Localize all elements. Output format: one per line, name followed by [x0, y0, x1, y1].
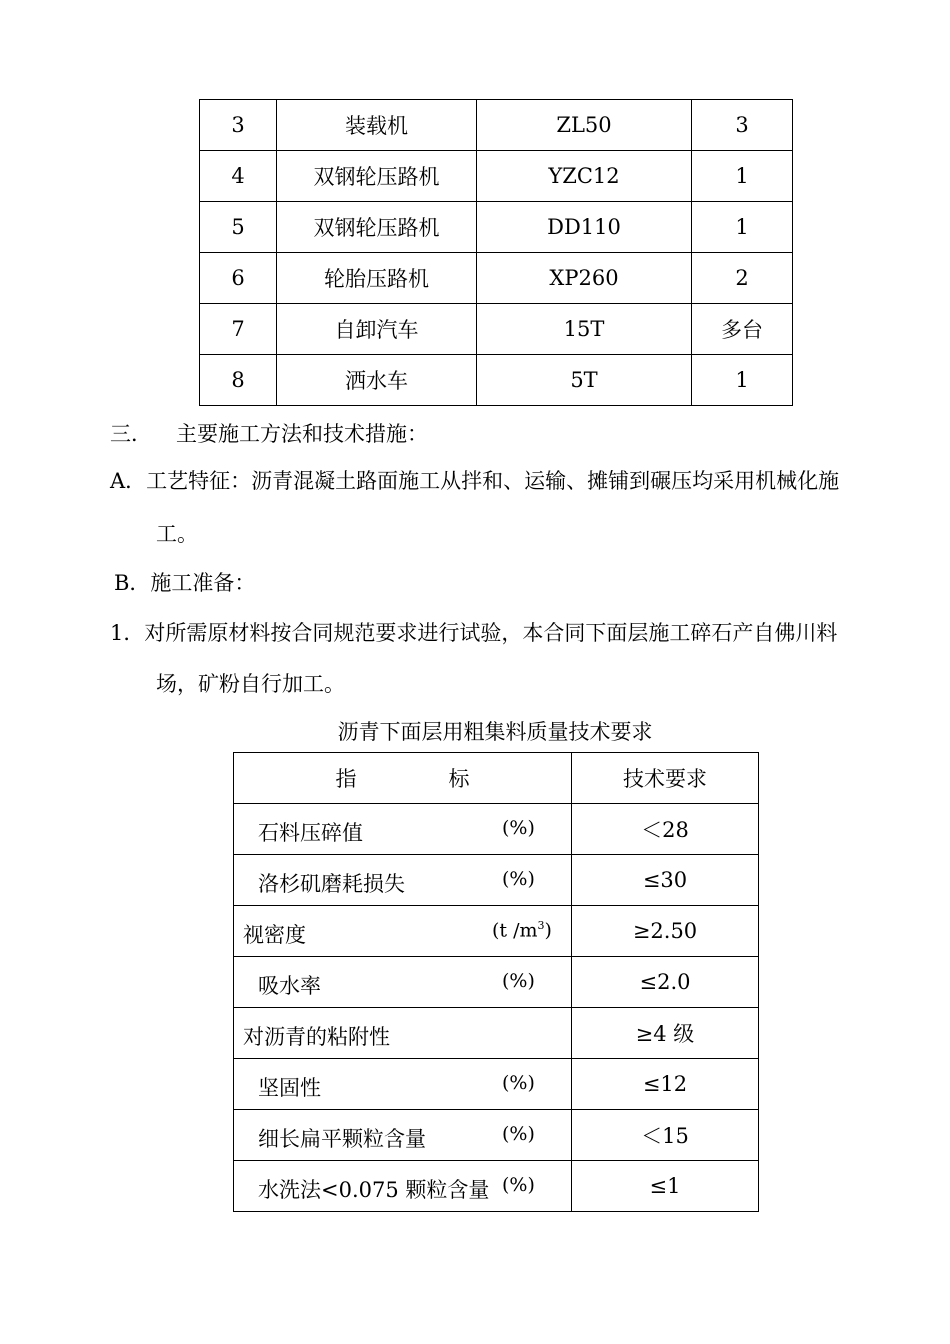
table-row: [200, 304, 793, 355]
requirement-value: ≤12: [572, 1059, 759, 1110]
equip-model: 15T: [477, 304, 692, 355]
indicator-cell: [234, 1110, 572, 1161]
table-row: [234, 1008, 759, 1059]
table-row: [234, 1059, 759, 1110]
indicator-cell: [234, 1161, 572, 1212]
indicator-name: 坚固性: [258, 1076, 321, 1100]
indicator-name: 石料压碎值: [258, 821, 363, 845]
requirement-value: ＜15: [572, 1110, 759, 1161]
section-number: 三．: [110, 422, 152, 446]
requirement-value: ＜28: [572, 804, 759, 855]
indicator-cell: [234, 1008, 572, 1059]
table-row: [200, 151, 793, 202]
requirement-header: 技术要求: [572, 753, 759, 804]
indicator-name: 吸水率: [258, 974, 321, 998]
table-header-row: [234, 753, 759, 804]
table-row: [234, 804, 759, 855]
equip-qty: 多台: [692, 304, 793, 355]
indicator-unit: (t $/m^3$): [492, 919, 552, 942]
equip-qty: 1: [692, 151, 793, 202]
indicator-unit: (%): [502, 1072, 535, 1094]
indicator-header-a: 指: [335, 767, 357, 791]
table-row: [234, 906, 759, 957]
indicator-header-b: 标: [448, 767, 470, 791]
indicator-unit: (%): [502, 970, 535, 992]
indicator-unit: (%): [502, 1174, 535, 1196]
requirement-value: ≥4 级: [572, 1008, 759, 1059]
aggregate-spec-table: [233, 752, 759, 1212]
section-heading: [110, 418, 428, 448]
requirement-value: ≤30: [572, 855, 759, 906]
table-row: [200, 202, 793, 253]
indicator-cell: [234, 804, 572, 855]
table-row: [234, 1161, 759, 1212]
indicator-name: 细长扁平颗粒含量: [258, 1127, 426, 1151]
equip-name: 双钢轮压路机: [277, 151, 477, 202]
equip-qty: 3: [692, 100, 793, 151]
equip-no: 4: [200, 151, 277, 202]
equip-model: DD110: [477, 202, 692, 253]
equip-no: 5: [200, 202, 277, 253]
indicator-cell: [234, 1059, 572, 1110]
indicator-name: 对沥青的粘附性: [243, 1025, 390, 1049]
equip-name: 装载机: [277, 100, 477, 151]
indicator-unit: (%): [502, 817, 535, 839]
table-row: [200, 355, 793, 406]
paragraph-b: B．施工准备：: [114, 571, 256, 595]
equip-qty: 1: [692, 202, 793, 253]
equip-name: 双钢轮压路机: [277, 202, 477, 253]
equip-name: 轮胎压路机: [277, 253, 477, 304]
table-row: [234, 957, 759, 1008]
indicator-header: [234, 753, 572, 804]
section-title: 主要施工方法和技术措施：: [176, 422, 428, 446]
requirement-value: ≤1: [572, 1161, 759, 1212]
paragraph-1-line2: 场，矿粉自行加工。: [156, 672, 345, 696]
indicator-unit: (%): [502, 868, 535, 890]
equip-model: 5T: [477, 355, 692, 406]
equip-qty: 2: [692, 253, 793, 304]
equip-model: YZC12: [477, 151, 692, 202]
paragraph-a-line2: 工。: [156, 522, 198, 546]
equip-name: 自卸汽车: [277, 304, 477, 355]
indicator-cell: [234, 855, 572, 906]
table-row: [234, 855, 759, 906]
indicator-unit: (%): [502, 1123, 535, 1145]
equip-qty: 1: [692, 355, 793, 406]
equip-no: 3: [200, 100, 277, 151]
table-row: [200, 253, 793, 304]
paragraph-1-line1: 1．对所需原材料按合同规范要求进行试验，本合同下面层施工碎石产自佛川料: [110, 621, 838, 645]
paragraph-a-line1: A．工艺特征：沥青混凝土路面施工从拌和、运输、摊铺到碾压均采用机械化施: [110, 469, 840, 493]
equip-model: XP260: [477, 253, 692, 304]
table-row: [200, 100, 793, 151]
indicator-name: 水洗法<0.075 颗粒含量: [258, 1178, 490, 1202]
equip-no: 7: [200, 304, 277, 355]
equip-name: 洒水车: [277, 355, 477, 406]
equip-no: 8: [200, 355, 277, 406]
requirement-value: ≥2.50: [572, 906, 759, 957]
table-caption: 沥青下面层用粗集料质量技术要求: [337, 720, 653, 744]
indicator-name: 洛杉矶磨耗损失: [258, 872, 405, 896]
indicator-name: 视密度: [243, 923, 306, 947]
indicator-cell: [234, 906, 572, 957]
indicator-cell: [234, 957, 572, 1008]
table-row: [234, 1110, 759, 1161]
requirement-value: ≤2.0: [572, 957, 759, 1008]
equip-model: ZL50: [477, 100, 692, 151]
equipment-table: [199, 99, 793, 406]
equip-no: 6: [200, 253, 277, 304]
